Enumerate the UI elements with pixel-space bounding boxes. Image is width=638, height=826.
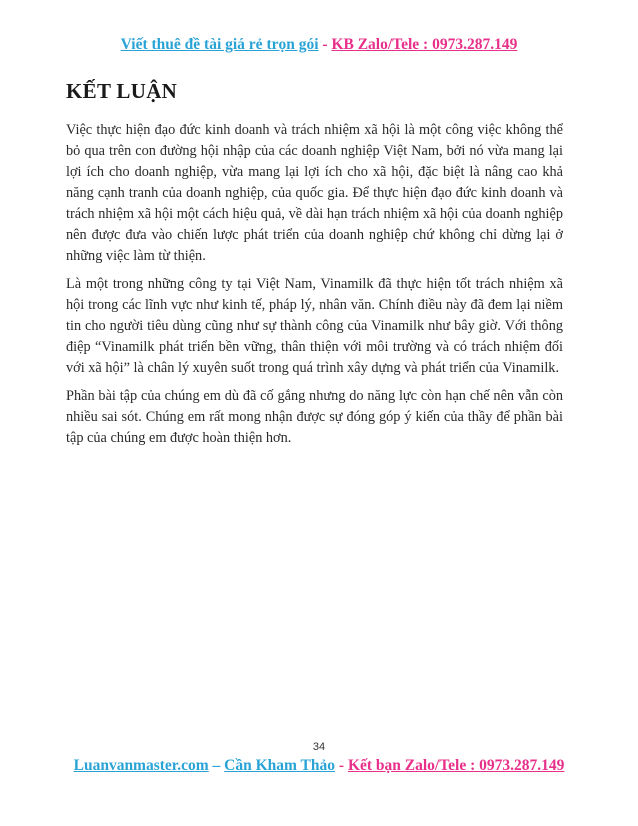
header-link-service[interactable]: Viết thuê đề tài giá rẻ trọn gói <box>120 36 319 53</box>
header-separator: - <box>318 36 332 53</box>
footer-link-contact[interactable]: Kết bạn Zalo/Tele : 0973.287.149 <box>347 757 565 774</box>
header-link-contact[interactable]: KB Zalo/Tele : 0973.287.149 <box>331 36 518 53</box>
document-title: KẾT LUẬN <box>66 79 178 103</box>
page-header <box>0 36 638 54</box>
footer-link-name[interactable]: Cần Kham Thảo <box>224 757 336 774</box>
paragraph-3: Phần bài tập của chúng em dù đã cố gắng nhưng do năng lực còn hạn chế nên vẫn còn nhiều sai sót. Chúng em rất mong nhận được sự đóng góp ý kiến của thầy để phần bài tập của chúng em được hoàn thiện hơn. <box>66 388 563 446</box>
paragraph-1: Việc thực hiện đạo đức kinh doanh và trách nhiệm xã hội là một công việc không thể bỏ qua trên con đường hội nhập của các doanh nghiệp Việt Nam, bởi nó vừa mang lại lợi ích cho doanh nghiệp, vừa mang lại lợi ích cho xã hội, đặc biệt là nâng cao khả năng cạnh tranh của doanh nghiệp, của quốc gia. Để thực hiện đạo đức kinh doanh và trách nhiệm xã hội một cách hiệu quả, về dài hạn trách nhiệm xã hội của doanh nghiệp nên được đưa vào chiến lược phát triển của doanh nghiệp chứ không chỉ dừng lại ở những việc làm từ thiện. <box>66 122 563 264</box>
paragraph-2: Là một trong những công ty tại Việt Nam, Vinamilk đã thực hiện tốt trách nhiệm xã hội trong các lĩnh vực như kinh tế, pháp lý, nhân văn. Chính điều này đã đem lại niềm tin cho người tiêu dùng cũng như sự thành công của Vinamilk như bây giờ. Với thông điệp “Vinamilk phát triển bền vững, thân thiện với môi trường và có trách nhiệm đối với xã hội” là chân lý xuyên suốt trong quá trình xây dựng và phát triển của Vinamilk. <box>66 276 563 376</box>
page-number: 34 <box>312 741 326 753</box>
footer-link-site[interactable]: Luanvanmaster.com <box>73 757 209 774</box>
page-footer <box>0 757 638 775</box>
footer-separator-2: - <box>335 757 348 774</box>
document-body <box>66 120 563 456</box>
footer-separator-1: – <box>208 757 225 774</box>
